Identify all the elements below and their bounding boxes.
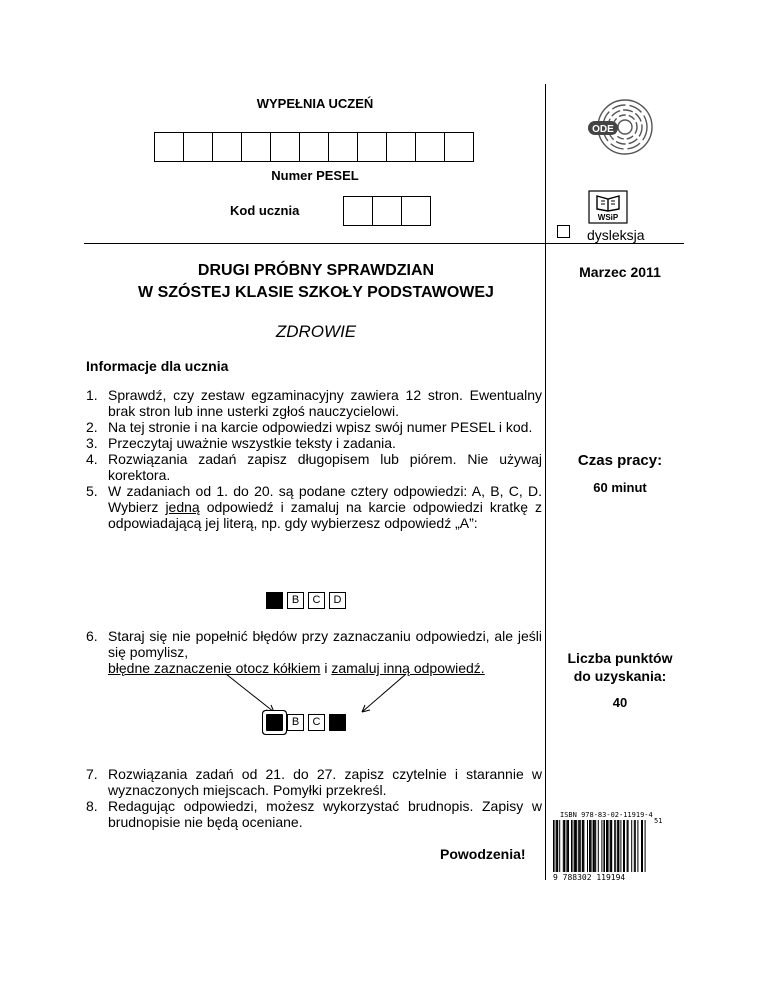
barcode bbox=[553, 820, 649, 872]
pesel-digit-box[interactable] bbox=[154, 132, 184, 162]
code-digit-box[interactable] bbox=[343, 196, 373, 226]
barcode-bar bbox=[564, 820, 566, 872]
exam-title-line1: DRUGI PRÓBNY SPRAWDZIAN bbox=[197, 262, 435, 279]
barcode-bar bbox=[566, 820, 567, 872]
barcode-bar bbox=[553, 820, 555, 872]
dyslexia-checkbox[interactable] bbox=[557, 225, 570, 238]
info-heading: Informacje dla ucznia bbox=[86, 358, 229, 374]
barcode-bar bbox=[606, 820, 607, 872]
barcode-bar bbox=[591, 820, 592, 872]
barcode-bar bbox=[624, 820, 625, 872]
barcode-addon: 51 bbox=[654, 817, 663, 825]
barcode-bar bbox=[628, 820, 629, 872]
answer-box-d: D bbox=[329, 592, 346, 609]
barcode-bar bbox=[583, 820, 584, 872]
barcode-bar bbox=[571, 820, 573, 872]
filler-label: WYPEŁNIA UCZEŃ bbox=[256, 96, 374, 111]
good-luck-text: Powodzenia! bbox=[440, 846, 526, 862]
underlined-instruction-1: błędne zaznaczenie otocz kółkiem bbox=[108, 660, 321, 676]
barcode-bar bbox=[631, 820, 632, 872]
barcode-bar bbox=[574, 820, 575, 872]
points-value: 40 bbox=[612, 695, 628, 710]
barcode-bar bbox=[595, 820, 596, 872]
points-label-line2: do uzyskania: bbox=[573, 668, 667, 684]
barcode-bar bbox=[607, 820, 609, 872]
answer-box-c: C bbox=[308, 592, 325, 609]
list-item: 4. Rozwiązania zadań zapisz długopisem lub piórem. Nie używaj korektora. bbox=[86, 451, 542, 483]
ode-logo bbox=[585, 97, 655, 157]
barcode-bar bbox=[637, 820, 638, 872]
barcode-bar bbox=[627, 820, 628, 872]
points-label-line1: Liczba punktów bbox=[567, 650, 673, 666]
answer-box-b: B bbox=[287, 714, 304, 731]
pesel-digit-box[interactable] bbox=[212, 132, 242, 162]
barcode-bar bbox=[580, 820, 581, 872]
code-digit-box[interactable] bbox=[401, 196, 431, 226]
answer-box-filled bbox=[329, 714, 346, 731]
barcode-bar bbox=[601, 820, 602, 872]
time-label: Czas pracy: bbox=[577, 452, 663, 469]
list-item: 1. Sprawdź, czy zestaw egzaminacyjny zawiera 12 stron. Ewentualny brak stron lub inne usterki zgłoś nauczycielowi. bbox=[86, 387, 542, 419]
barcode-bar bbox=[611, 820, 613, 872]
answer-box-b: B bbox=[287, 592, 304, 609]
list-item: 7. Rozwiązania zadań od 21. do 27. zapisz czytelnie i starannie w wyznaczonych miejscach. Pomyłki przekreśl. bbox=[86, 766, 542, 798]
pesel-digit-box[interactable] bbox=[357, 132, 387, 162]
barcode-bar bbox=[593, 820, 595, 872]
isbn-text: ISBN 978-83-02-11919-4 bbox=[560, 811, 653, 819]
instructions-list-part1 bbox=[86, 387, 542, 531]
list-item: 6. Staraj się nie popełnić błędów przy zaznaczaniu odpowiedzi, ale jeśli się pomylisz, błędne zaznaczenie otocz kółkiem i zamaluj inną odpowiedź. bbox=[86, 628, 542, 676]
barcode-bar bbox=[582, 820, 584, 872]
barcode-bar bbox=[575, 820, 577, 872]
wsip-logo bbox=[588, 190, 628, 224]
barcode-bar bbox=[556, 820, 557, 872]
horizontal-divider bbox=[84, 243, 684, 244]
student-code-boxes bbox=[343, 196, 431, 226]
barcode-bar bbox=[617, 820, 618, 872]
list-item: 2. Na tej stronie i na karcie odpowiedzi wpisz swój numer PESEL i kod. bbox=[86, 419, 533, 435]
list-item: 5. W zadaniach od 1. do 20. są podane cztery odpowiedzi: A, B, C, D. Wybierz jedną odpowiedź i zamaluj na karcie odpowiedzi kratkę z odpowiadającą jej literą, np. gdy wybierzesz odpowiedź „A”: bbox=[86, 483, 543, 531]
ean-text: 9 788302 119194 bbox=[553, 873, 626, 882]
barcode-bar bbox=[598, 820, 599, 872]
example-answer-correct bbox=[266, 592, 346, 609]
pesel-digit-box[interactable] bbox=[386, 132, 416, 162]
ode-logo-text: ODE bbox=[592, 124, 614, 135]
pesel-digit-box[interactable] bbox=[328, 132, 358, 162]
example-answer-correction bbox=[266, 714, 346, 731]
barcode-bar bbox=[620, 820, 621, 872]
pesel-digit-box[interactable] bbox=[183, 132, 213, 162]
answer-box-c: C bbox=[308, 714, 325, 731]
barcode-bar bbox=[635, 820, 636, 872]
barcode-bar bbox=[559, 820, 560, 872]
exam-date: Marzec 2011 bbox=[579, 264, 661, 280]
barcode-bar bbox=[603, 820, 605, 872]
barcode-bar bbox=[567, 820, 569, 872]
exam-subject: ZDROWIE bbox=[275, 322, 357, 341]
pesel-digit-box[interactable] bbox=[270, 132, 300, 162]
student-code-label: Kod ucznia bbox=[230, 203, 300, 218]
exam-title-line2: W SZÓSTEJ KLASIE SZKOŁY PODSTAWOWEJ bbox=[138, 284, 494, 301]
barcode-bar bbox=[614, 820, 616, 872]
instructions-list-part3 bbox=[86, 766, 542, 830]
barcode-bar bbox=[610, 820, 611, 872]
barcode-bar bbox=[563, 820, 564, 872]
underlined-instruction-2: zamaluj inną odpowiedź. bbox=[331, 660, 485, 676]
answer-box-filled bbox=[266, 592, 283, 609]
barcode-bar bbox=[587, 820, 588, 872]
barcode-bar bbox=[576, 820, 577, 872]
wsip-logo-text: WSiP bbox=[597, 213, 619, 222]
barcode-bar bbox=[589, 820, 591, 872]
time-value: 60 minut bbox=[593, 480, 647, 495]
barcode-bar bbox=[594, 820, 595, 872]
pesel-digit-box[interactable] bbox=[415, 132, 445, 162]
barcode-bar bbox=[634, 820, 635, 872]
barcode-bar bbox=[623, 820, 624, 872]
list-item: 8. Redagując odpowiedzi, możesz wykorzystać brudnopis. Zapisy w brudnopisie nie będą oceniane. bbox=[86, 798, 542, 830]
pesel-label: Numer PESEL bbox=[271, 168, 359, 183]
code-digit-box[interactable] bbox=[372, 196, 402, 226]
emphasized-word: jedną bbox=[165, 499, 200, 515]
barcode-bar bbox=[641, 820, 642, 872]
list-item: 3. Przeczytaj uważnie wszystkie teksty i zadania. bbox=[86, 435, 396, 451]
barcode-bar bbox=[578, 820, 580, 872]
answer-box-circled bbox=[266, 714, 283, 731]
pesel-digit-box[interactable] bbox=[444, 132, 474, 162]
instructions-list-part2 bbox=[86, 628, 542, 676]
vertical-divider bbox=[545, 84, 546, 880]
pesel-digit-box[interactable] bbox=[241, 132, 271, 162]
pesel-digit-box[interactable] bbox=[299, 132, 329, 162]
barcode-bar bbox=[642, 820, 643, 872]
pesel-boxes bbox=[154, 132, 474, 162]
barcode-bar bbox=[618, 820, 620, 872]
barcode-bar bbox=[557, 820, 559, 872]
barcode-bar bbox=[645, 820, 646, 872]
dyslexia-label: dysleksja bbox=[587, 227, 645, 243]
